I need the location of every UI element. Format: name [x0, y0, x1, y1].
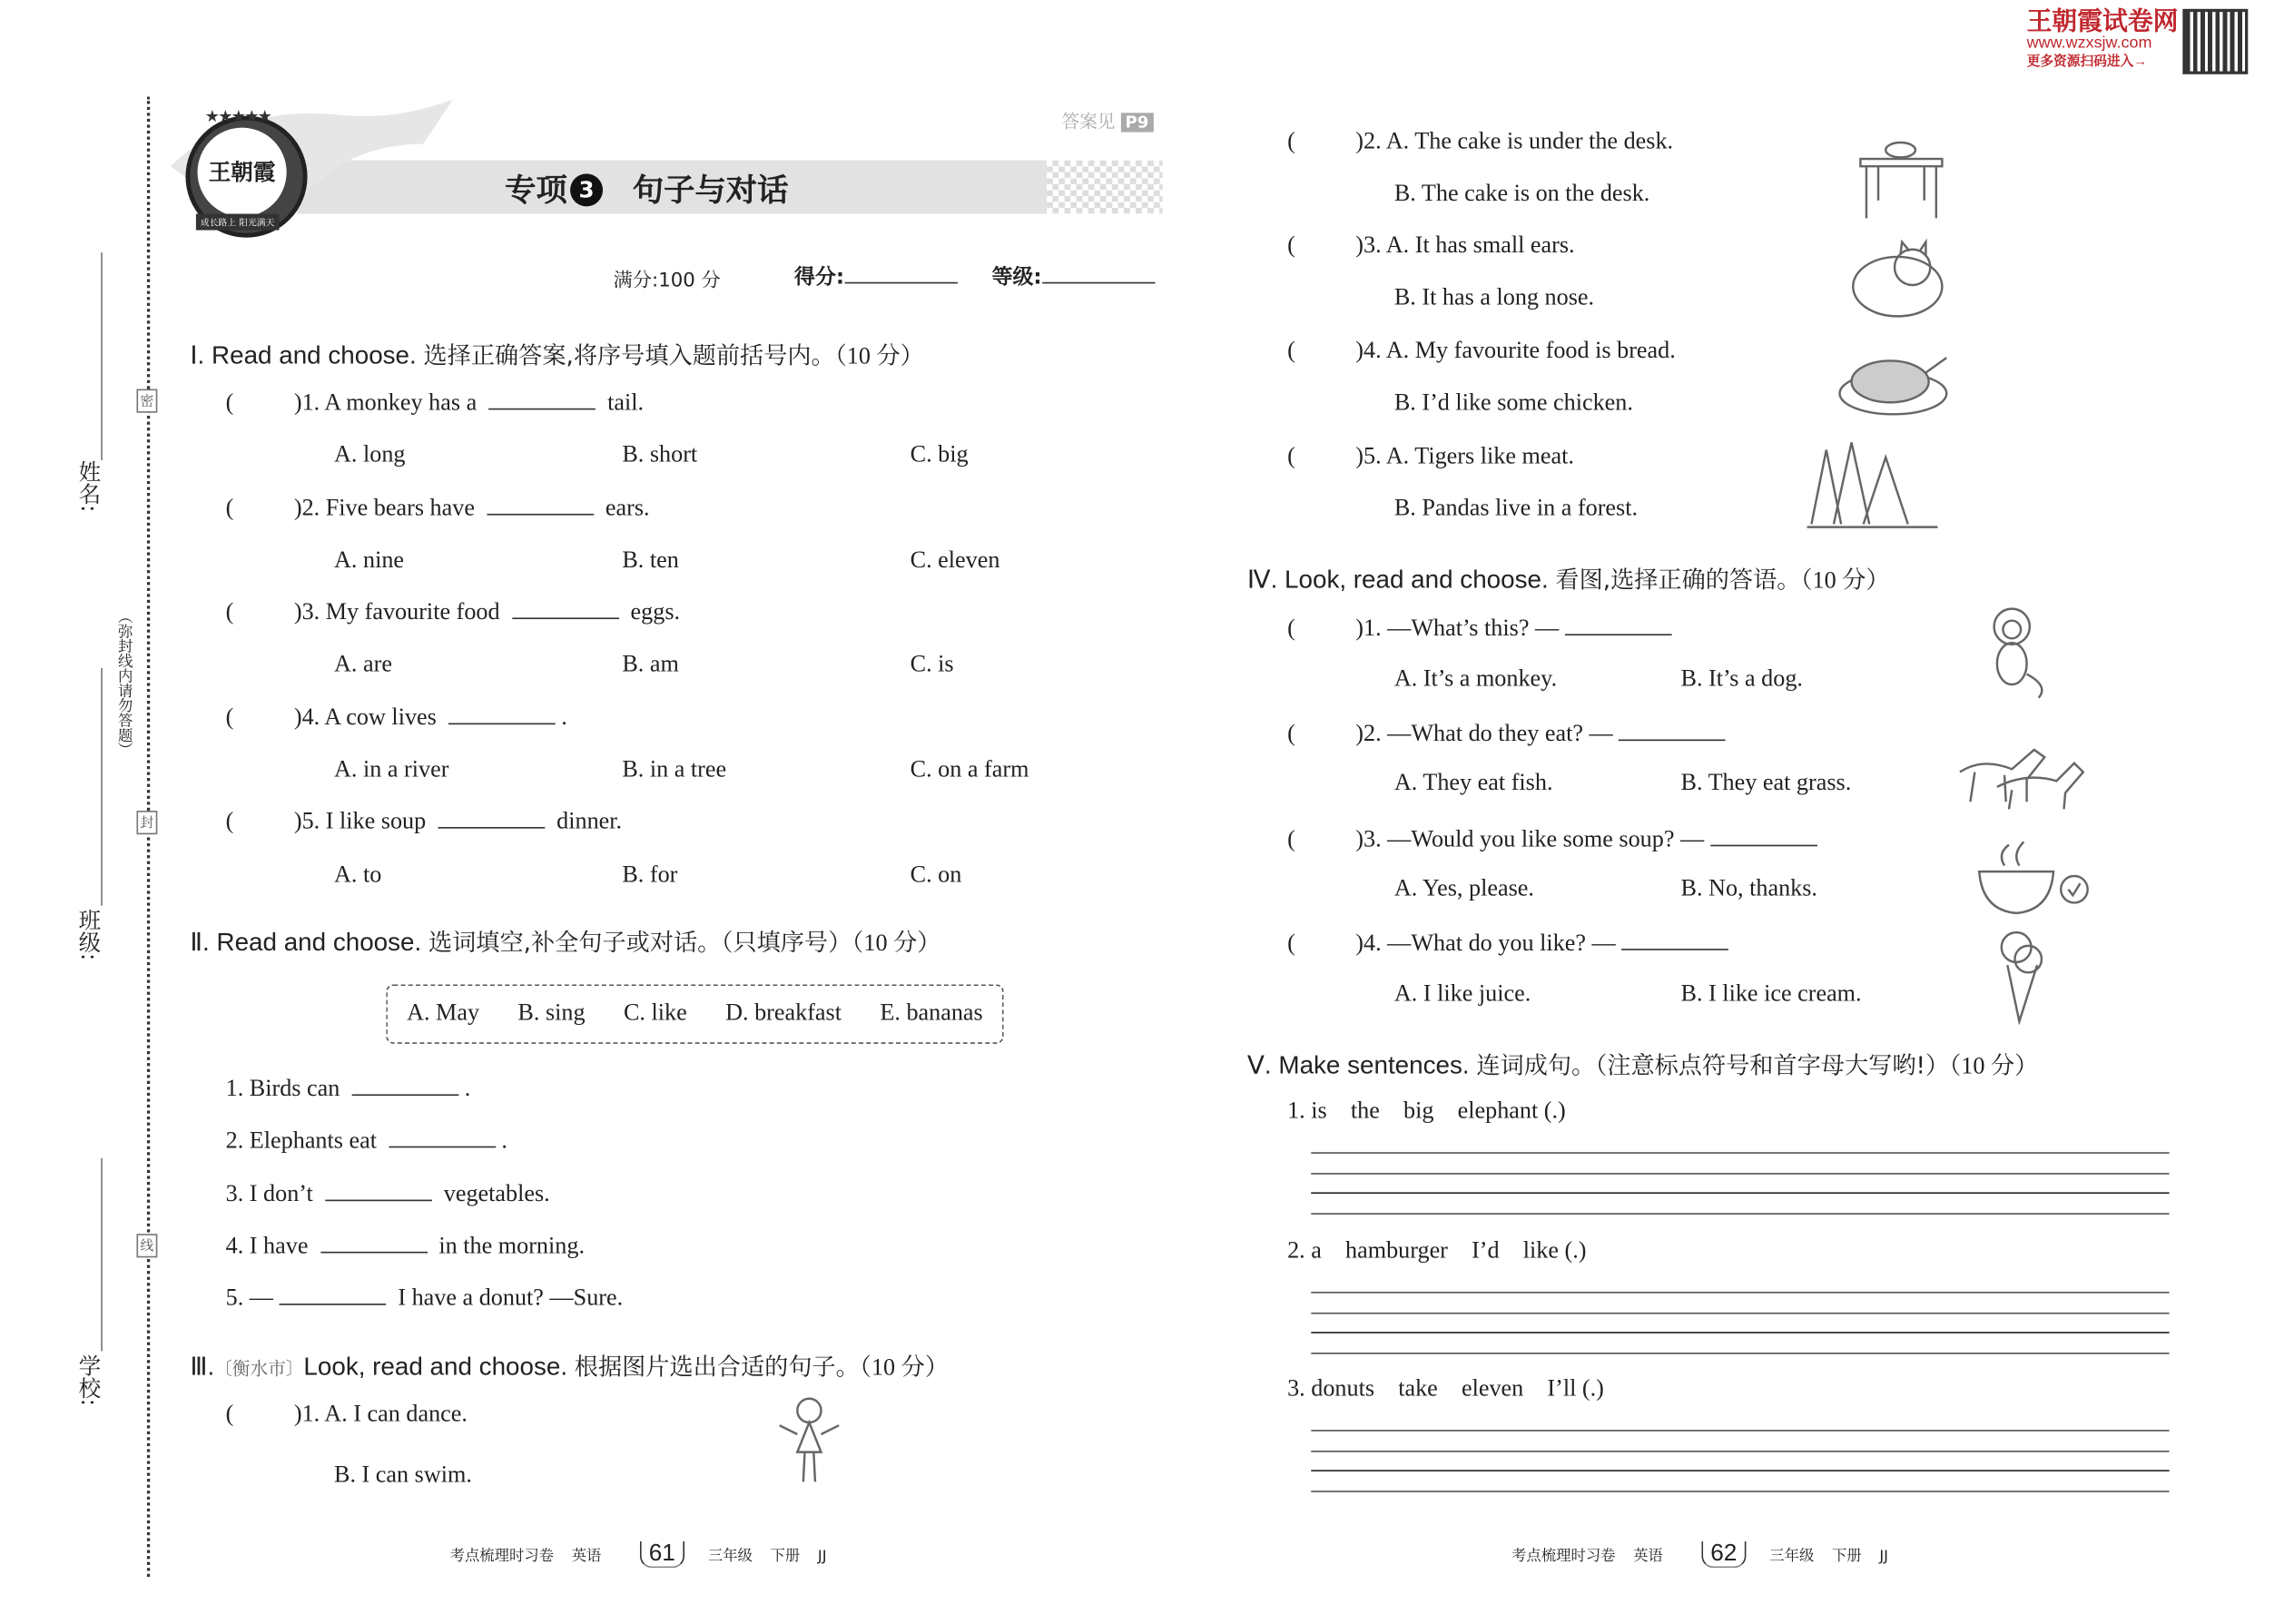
- writing-line[interactable]: [1311, 1331, 2169, 1333]
- question-option-a: )3. A. It has small ears.: [1355, 232, 1575, 259]
- options-row: [226, 639, 1117, 692]
- option-b[interactable]: B. It’s a dog.: [1680, 666, 1803, 693]
- footer-left: [450, 1541, 845, 1568]
- writing-line[interactable]: [1311, 1352, 2169, 1353]
- writing-line[interactable]: [1311, 1291, 2169, 1293]
- grade-label: 等级:: [991, 265, 1042, 290]
- answer-paren[interactable]: (: [225, 1402, 234, 1427]
- question-text: )4. —What do you like? —: [1355, 931, 1734, 957]
- word-scramble-item: 1. is the big elephant (.): [1287, 1098, 1566, 1125]
- seal-mark: 密: [136, 389, 157, 413]
- score-field[interactable]: [794, 261, 957, 291]
- question-text: )1. A monkey has a tail.: [294, 390, 644, 416]
- section-number: Ⅱ.: [190, 928, 210, 957]
- option-c[interactable]: C. on: [910, 861, 962, 888]
- answer-paren[interactable]: (: [1287, 444, 1295, 469]
- option-a[interactable]: A. nine: [334, 547, 405, 574]
- answer-blank[interactable]: [325, 1178, 432, 1201]
- page-number: 62: [1701, 1541, 1746, 1568]
- cat-picture: [1831, 231, 1964, 334]
- word-bank-item: E. bananas: [880, 1000, 983, 1027]
- seal-mark: 线: [136, 1234, 157, 1257]
- section-cn: 看图,选择正确的答语。: [1555, 566, 1801, 595]
- answer-blank[interactable]: [487, 492, 594, 515]
- word-bank-item: C. like: [623, 1000, 687, 1027]
- option-a[interactable]: A. I like juice.: [1393, 981, 1531, 1007]
- answer-paren[interactable]: (: [1287, 338, 1295, 364]
- section-en: Read and choose.: [212, 341, 417, 370]
- question-text: )4. A cow lives .: [294, 705, 567, 731]
- footer-right: [1511, 1541, 1906, 1568]
- school-label: 学校:: [75, 1353, 103, 1407]
- answer-blank[interactable]: [320, 1231, 428, 1254]
- options-row: [226, 849, 1117, 901]
- fill-in-item: 3. I don’t vegetables.: [226, 1168, 624, 1221]
- forest-panda-picture: [1804, 435, 1937, 538]
- section-2-heading: [190, 923, 940, 958]
- brand-url: www.wzxsjw.com: [2026, 34, 2152, 53]
- option-b[interactable]: B. No, thanks.: [1680, 876, 1817, 901]
- question-row: [1287, 129, 1673, 155]
- word-bank-item: B. sing: [517, 1000, 586, 1027]
- binding-dotted-line: [147, 96, 150, 1577]
- soup-bowl-check-picture: [1967, 824, 2101, 928]
- footer-book: 考点梳理时习卷: [1511, 1548, 1616, 1565]
- fill-in-item: 4. I have in the morning.: [226, 1220, 624, 1273]
- question-text: )1. —What’s this? —: [1355, 616, 1678, 642]
- option-a[interactable]: A. They eat fish.: [1393, 770, 1553, 796]
- answer-blank[interactable]: [1619, 719, 1726, 742]
- section-cn: 选择正确答案,将序号填入题前括号内。: [423, 341, 835, 370]
- option-c[interactable]: C. on a farm: [910, 757, 1029, 783]
- question-text: )5. I like soup dinner.: [294, 810, 622, 835]
- answer-reference: [1061, 108, 1153, 133]
- option-a[interactable]: A. long: [334, 442, 406, 468]
- answer-paren[interactable]: (: [1287, 721, 1295, 747]
- question-text: )2. Five bears have ears.: [294, 496, 650, 521]
- footer-edition: JJ: [817, 1548, 827, 1565]
- answer-blank[interactable]: [389, 1126, 496, 1148]
- option-b[interactable]: B. in a tree: [622, 757, 727, 783]
- brand-name: 王朝霞试卷网: [2026, 7, 2179, 36]
- question-row: [1287, 444, 1574, 470]
- cake-on-desk-picture: [1846, 126, 1979, 230]
- option-a[interactable]: A. are: [334, 652, 392, 678]
- footer-grade: 三年级: [1769, 1548, 1815, 1565]
- section-number: Ⅴ.: [1246, 1051, 1272, 1080]
- section-points: （10 分）: [834, 344, 924, 370]
- section-cn: 选词填空,补全句子或对话。（只填序号）: [428, 928, 852, 957]
- page-title: [505, 166, 788, 211]
- dancing-girl-picture: [764, 1393, 898, 1496]
- section-3-heading: [190, 1348, 949, 1383]
- answer-paren[interactable]: (: [225, 390, 234, 416]
- question-row: [1287, 719, 1732, 749]
- answer-blank[interactable]: [1710, 824, 1817, 847]
- question-text: )3. —Would you like some soup? —: [1355, 827, 1823, 852]
- footer-book: 考点梳理时习卷: [449, 1548, 555, 1565]
- logo-motto: 成长路上 阳光满天: [196, 214, 279, 231]
- answer-blank[interactable]: [448, 702, 556, 724]
- answer-paren[interactable]: (: [1287, 615, 1295, 642]
- stars-icon: ★★★★★: [204, 108, 271, 127]
- brand-logo[interactable]: [2027, 9, 2179, 70]
- question-row: [226, 796, 1117, 849]
- name-label: 姓名:: [75, 460, 103, 513]
- section-2-items: [226, 1063, 624, 1325]
- word-bank-item: A. May: [407, 1000, 480, 1027]
- option-a[interactable]: A. in a river: [334, 757, 449, 783]
- section-en: Read and choose.: [216, 928, 422, 957]
- answer-blank[interactable]: [351, 1074, 458, 1097]
- question-option-a: )4. A. My favourite food is bread.: [1355, 338, 1676, 364]
- fill-in-item: 2. Elephants eat .: [226, 1116, 624, 1168]
- question-row: [1287, 339, 1676, 365]
- section-en: Look, read and choose.: [1285, 566, 1549, 595]
- section-cn: 连词成句。（注意标点符号和首字母大写哟!）: [1476, 1051, 1950, 1080]
- answer-paren[interactable]: (: [1287, 232, 1295, 259]
- footer-term: 下册: [770, 1548, 801, 1565]
- writing-line[interactable]: [1311, 1173, 2169, 1175]
- options-row: [226, 744, 1117, 797]
- answer-blank[interactable]: [488, 388, 596, 410]
- question-option-b: B. Pandas live in a forest.: [1393, 496, 1639, 522]
- score-label: 得分:: [794, 265, 845, 290]
- section-cn: 根据图片选出合适的句子。: [574, 1353, 860, 1382]
- horses-picture: [1953, 727, 2086, 831]
- section-number: Ⅳ.: [1246, 566, 1278, 595]
- writing-line[interactable]: [1311, 1491, 2169, 1492]
- writing-line[interactable]: [1311, 1152, 2169, 1154]
- question-option-b: B. I can swim.: [334, 1462, 472, 1488]
- answer-paren[interactable]: (: [225, 600, 234, 625]
- option-b[interactable]: B. ten: [622, 547, 679, 574]
- answer-blank[interactable]: [1621, 928, 1728, 950]
- question-row: [226, 482, 1117, 535]
- section-points: （10 分）: [1949, 1054, 2039, 1080]
- option-a[interactable]: A. Yes, please.: [1393, 876, 1534, 901]
- qr-code-icon[interactable]: [2186, 12, 2245, 71]
- word-bank: [386, 984, 1003, 1043]
- grade-field[interactable]: [992, 261, 1155, 291]
- question-row: [226, 692, 1117, 744]
- writing-line[interactable]: [1311, 1451, 2169, 1452]
- writing-line[interactable]: [1311, 1430, 2169, 1432]
- answer-blank[interactable]: [512, 597, 619, 620]
- question-option-a: )2. A. The cake is under the desk.: [1355, 129, 1674, 155]
- question-option-b: B. I’d like some chicken.: [1393, 390, 1633, 416]
- page-number: 61: [640, 1541, 684, 1568]
- writing-line[interactable]: [1311, 1213, 2169, 1215]
- answer-page-badge: P9: [1121, 113, 1154, 132]
- answer-paren[interactable]: (: [1287, 827, 1295, 852]
- question-row: [1287, 824, 1823, 854]
- question-text: )3. My favourite food eggs.: [294, 600, 680, 625]
- option-b[interactable]: B. am: [622, 652, 679, 678]
- question-row: [226, 1402, 468, 1428]
- section-number: Ⅰ.: [190, 341, 205, 370]
- fill-in-item: 1. Birds can .: [226, 1063, 624, 1116]
- section-points: （10 分）: [852, 930, 941, 957]
- class-line: [101, 668, 103, 906]
- option-c[interactable]: C. big: [910, 442, 969, 468]
- class-label: 班级:: [75, 908, 103, 961]
- answer-blank[interactable]: [438, 807, 545, 830]
- footer-subject: 英语: [1633, 1548, 1663, 1565]
- question-row: [1287, 233, 1575, 260]
- word-scramble-item: 3. donuts take eleven I’ll (.): [1287, 1376, 1604, 1403]
- question-row: [226, 377, 1117, 429]
- answer-paren[interactable]: (: [1287, 129, 1295, 155]
- section-points: （10 分）: [1800, 568, 1890, 595]
- writing-line[interactable]: [1311, 1470, 2169, 1471]
- question-option-b: B. The cake is on the desk.: [1393, 181, 1650, 207]
- school-line: [101, 1158, 103, 1352]
- footer-subject: 英语: [571, 1548, 602, 1565]
- section-en: Make sentences.: [1278, 1051, 1470, 1080]
- option-c[interactable]: C. eleven: [910, 547, 1000, 574]
- options-row: [226, 429, 1117, 482]
- question-option-a: )5. A. Tigers like meat.: [1355, 444, 1574, 469]
- ice-cream-picture: [1972, 920, 2105, 1024]
- word-bank-item: D. breakfast: [725, 1000, 842, 1027]
- option-b[interactable]: B. They eat grass.: [1680, 770, 1852, 796]
- roast-chicken-picture: [1834, 334, 1967, 438]
- logo-text: 王朝霞: [198, 128, 287, 217]
- answer-blank[interactable]: [279, 1283, 386, 1305]
- option-a[interactable]: A. It’s a monkey.: [1393, 666, 1558, 693]
- section-number: Ⅲ.: [190, 1353, 215, 1382]
- footer-grade: 三年级: [707, 1548, 753, 1565]
- section-5-heading: [1247, 1047, 2038, 1081]
- question-option-b: B. It has a long nose.: [1393, 285, 1595, 310]
- section-4-heading: [1247, 561, 1890, 595]
- option-b[interactable]: B. I like ice cream.: [1680, 981, 1862, 1007]
- footer-term: 下册: [1831, 1548, 1862, 1565]
- option-a[interactable]: A. to: [334, 861, 382, 888]
- option-c[interactable]: C. is: [910, 652, 954, 678]
- answer-paren[interactable]: (: [225, 704, 234, 731]
- question-text: )2. —What do they eat? —: [1355, 722, 1731, 747]
- question-row: [1287, 614, 1678, 644]
- option-b[interactable]: B. for: [622, 861, 678, 888]
- question-option-a: )1. A. I can dance.: [293, 1402, 468, 1427]
- section-1-heading: [190, 337, 924, 371]
- name-line: [101, 252, 103, 460]
- seal-note: （弥封线内请勿答题）: [113, 608, 131, 758]
- writing-line[interactable]: [1311, 1192, 2169, 1194]
- section-points: （10 分）: [859, 1355, 950, 1382]
- title-number-badge: 3: [570, 173, 603, 206]
- fill-in-item: 5. — I have a donut? —Sure.: [226, 1273, 624, 1325]
- full-score: 满分:100 分: [613, 270, 721, 293]
- question-row: [226, 586, 1117, 639]
- option-b[interactable]: B. short: [622, 442, 698, 468]
- answer-paren[interactable]: (: [225, 810, 234, 835]
- brand-cta: 更多资源扫码进入→: [2026, 53, 2148, 69]
- title-prefix: 专项: [505, 172, 567, 208]
- section-en: Look, read and choose.: [303, 1353, 568, 1382]
- word-scramble-item: 2. a hamburger I’d like (.): [1287, 1237, 1587, 1264]
- answer-paren[interactable]: (: [225, 495, 234, 521]
- title-text: 句子与对话: [632, 172, 789, 208]
- banner-checker: [1047, 161, 1163, 214]
- answer-ref-label: 答案见: [1061, 111, 1116, 133]
- answer-paren[interactable]: (: [1287, 930, 1295, 957]
- writing-line[interactable]: [1311, 1312, 2169, 1314]
- section-1-questions: [226, 377, 1117, 901]
- answer-blank[interactable]: [1565, 614, 1672, 636]
- seal-mark: 封: [136, 811, 157, 834]
- monkey-picture: [1967, 597, 2101, 701]
- region-tag: 〔衡水市〕: [214, 1358, 304, 1380]
- footer-edition: JJ: [1879, 1548, 1888, 1565]
- options-row: [226, 535, 1117, 587]
- question-row: [1287, 928, 1734, 958]
